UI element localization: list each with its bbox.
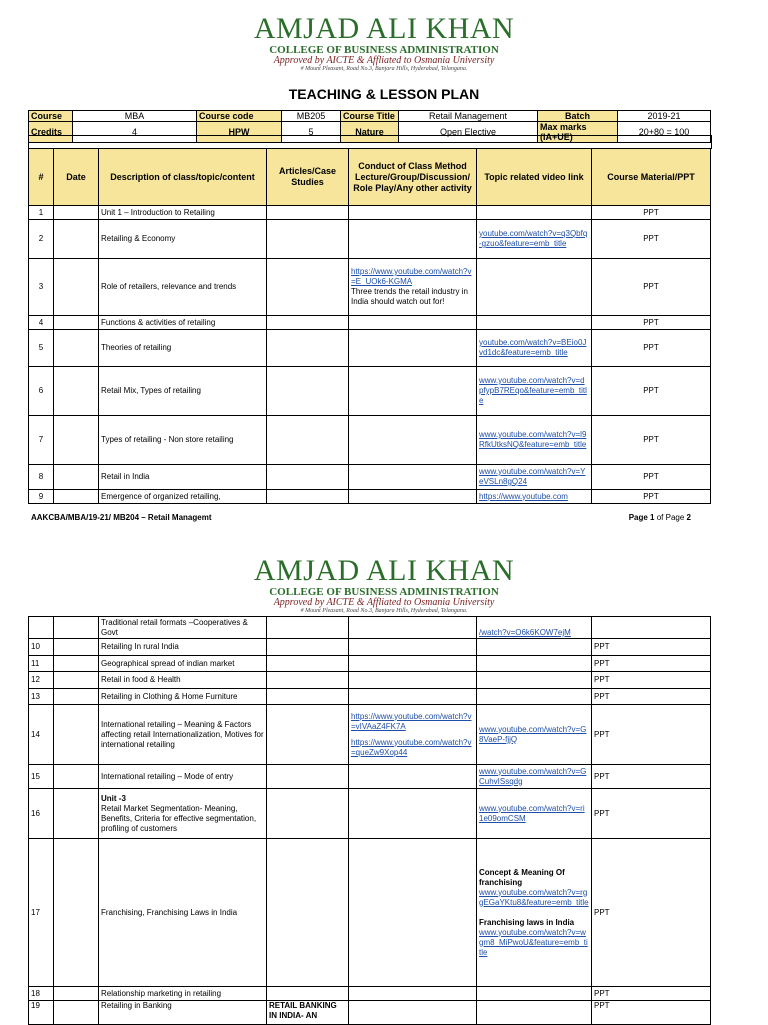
row-date xyxy=(54,839,99,987)
row-conduct xyxy=(349,656,477,672)
row-date xyxy=(54,617,99,639)
row-material: PPT xyxy=(592,789,711,839)
college-logo xyxy=(0,556,768,614)
table-row xyxy=(29,465,711,490)
row-desc: Role of retailers, relevance and trends xyxy=(99,259,267,316)
row-num: 1 xyxy=(29,206,54,220)
row-conduct xyxy=(349,206,477,220)
row-articles xyxy=(267,367,349,416)
college-logo xyxy=(0,14,768,72)
row-date xyxy=(54,987,99,1001)
row-num: 4 xyxy=(29,316,54,330)
row-date xyxy=(54,367,99,416)
course-code-label: Course code xyxy=(197,111,282,122)
nature-value: Open Elective xyxy=(399,122,538,143)
row-conduct xyxy=(349,789,477,839)
row-conduct xyxy=(349,689,477,705)
row-articles: RETAIL BANKING IN INDIA- AN xyxy=(267,1001,349,1025)
college-name: AMJAD ALI KHAN xyxy=(253,554,515,587)
row-num: 5 xyxy=(29,330,54,367)
table-row xyxy=(29,316,711,330)
row-desc: Emergence of organized retailing, xyxy=(99,490,267,504)
row-material: PPT xyxy=(592,465,711,490)
row-date xyxy=(54,705,99,765)
row-num: 19 xyxy=(29,1001,54,1025)
col-description: Description of class/topic/content xyxy=(99,149,267,206)
table-row xyxy=(29,367,711,416)
row-video-link[interactable] xyxy=(477,705,592,765)
table-row xyxy=(29,689,711,705)
conduct-link[interactable]: https://www.youtube.com/watch?v=E_UOk6-KGMA xyxy=(351,267,472,286)
row-desc: Unit 1 – Introduction to Retailing xyxy=(99,206,267,220)
row-date xyxy=(54,206,99,220)
row-num: 9 xyxy=(29,490,54,504)
video-link[interactable]: www.youtube.com/watch?v=l9RfkUtksNQ&feature=emb_title xyxy=(479,430,587,449)
video-link[interactable]: youtube.com/watch?v=q3Qbfq-gzuo&feature=emb_title xyxy=(479,229,588,248)
video-link[interactable]: /watch?v=O6k6KOW7ejM xyxy=(479,628,571,637)
table-row xyxy=(29,330,711,367)
row-material: PPT xyxy=(592,316,711,330)
table-spacer xyxy=(28,135,712,149)
row-num: 15 xyxy=(29,765,54,789)
row-video xyxy=(477,689,592,705)
conduct-text: Three trends the retail industry in India should watch out for! xyxy=(351,287,468,306)
video-link[interactable]: https://www.youtube.com xyxy=(479,491,568,501)
course-label: Course xyxy=(29,111,73,122)
row-date xyxy=(54,765,99,789)
row-video xyxy=(477,316,592,330)
row-desc: Traditional retail formats –Cooperatives & Govt xyxy=(99,617,267,639)
row-video-link[interactable] xyxy=(477,220,592,259)
table-row xyxy=(29,789,711,839)
table-row xyxy=(29,672,711,689)
row-video xyxy=(477,639,592,656)
row-date xyxy=(54,316,99,330)
col-num: # xyxy=(29,149,54,206)
row-date xyxy=(54,259,99,316)
row-video xyxy=(477,672,592,689)
lesson-plan-table-continued xyxy=(28,616,711,1025)
video-link[interactable]: www.youtube.com/watch?v=YeVSLn8gQ24 xyxy=(479,467,586,486)
row-video xyxy=(477,656,592,672)
row-date xyxy=(54,330,99,367)
college-approval: Approved by AICTE & Affliated to Osmania University xyxy=(273,597,495,608)
row-material: PPT xyxy=(592,259,711,316)
row-num: 6 xyxy=(29,367,54,416)
video-link[interactable]: www.youtube.com/watch?v=dpfypB7REqo&feature=emb_title xyxy=(479,376,587,405)
footer-page-number: Page 1 of Page 2 xyxy=(628,513,691,522)
video-link[interactable]: www.youtube.com/watch?v=G8VaeP-fjjQ xyxy=(479,724,587,744)
row-articles xyxy=(267,765,349,789)
college-subtitle: COLLEGE OF BUSINESS ADMINISTRATION xyxy=(269,586,499,598)
page-2 xyxy=(0,548,768,1024)
row-date xyxy=(54,220,99,259)
row-desc xyxy=(99,789,267,839)
credits-value: 4 xyxy=(73,122,197,143)
college-name: AMJAD ALI KHAN xyxy=(253,12,515,45)
row-conduct xyxy=(349,416,477,465)
row-date xyxy=(54,789,99,839)
table-row xyxy=(29,617,711,639)
row-articles xyxy=(267,789,349,839)
nature-label: Nature xyxy=(341,122,399,143)
table-row xyxy=(29,490,711,504)
row-conduct xyxy=(349,705,477,765)
row-articles xyxy=(267,465,349,490)
row-date xyxy=(54,490,99,504)
row-articles xyxy=(267,672,349,689)
row-conduct xyxy=(349,330,477,367)
video-link[interactable]: www.youtube.com/watch?v=ri1e09omCSM xyxy=(479,803,585,823)
row-video-link[interactable] xyxy=(477,490,592,504)
college-address: # Mount Pleasant, Road No.3, Banjara Hills, Hyderabad, Telangana. xyxy=(300,66,468,72)
row-articles xyxy=(267,490,349,504)
row-desc: Retail in India xyxy=(99,465,267,490)
row-video-link[interactable] xyxy=(477,765,592,789)
row-num: 8 xyxy=(29,465,54,490)
table-row xyxy=(29,639,711,656)
row-conduct xyxy=(349,839,477,987)
row-material: PPT xyxy=(592,220,711,259)
row-material: PPT xyxy=(592,987,711,1001)
row-material: PPT xyxy=(592,490,711,504)
college-subtitle: COLLEGE OF BUSINESS ADMINISTRATION xyxy=(269,44,499,56)
video-link[interactable]: youtube.com/watch?v=BEio0Jvd1dc&feature=emb_title xyxy=(479,338,587,357)
row-articles xyxy=(267,705,349,765)
course-code-value: MB205 xyxy=(282,111,341,122)
max-marks-value: 20+80 = 100 xyxy=(618,122,711,143)
row-material: PPT xyxy=(592,672,711,689)
lesson-plan-table xyxy=(28,148,711,504)
row-conduct xyxy=(349,639,477,656)
row-conduct xyxy=(349,259,477,316)
row-video-link[interactable] xyxy=(477,789,592,839)
row-num xyxy=(29,617,54,639)
row-date xyxy=(54,416,99,465)
row-material: PPT xyxy=(592,1001,711,1025)
row-conduct xyxy=(349,220,477,259)
row-video-link[interactable] xyxy=(477,617,592,639)
college-approval: Approved by AICTE & Affliated to Osmania University xyxy=(273,55,495,66)
row-articles xyxy=(267,617,349,639)
row-conduct xyxy=(349,490,477,504)
row-video-link[interactable] xyxy=(477,416,592,465)
row-conduct xyxy=(349,617,477,639)
table-row xyxy=(29,656,711,672)
video-heading-2: Franchising laws in India xyxy=(479,917,575,927)
col-video: Topic related video link xyxy=(477,149,592,206)
row-conduct xyxy=(349,316,477,330)
row-date xyxy=(54,465,99,490)
row-material: PPT xyxy=(592,639,711,656)
col-date: Date xyxy=(54,149,99,206)
table-row xyxy=(29,220,711,259)
row-desc: Retailing & Economy xyxy=(99,220,267,259)
row-conduct xyxy=(349,465,477,490)
row-material: PPT xyxy=(592,367,711,416)
table-row xyxy=(29,839,711,987)
row-num: 3 xyxy=(29,259,54,316)
table-row xyxy=(29,705,711,765)
row-num: 11 xyxy=(29,656,54,672)
table-row xyxy=(29,259,711,316)
row-material: PPT xyxy=(592,416,711,465)
row-video-link[interactable] xyxy=(477,465,592,490)
row-video xyxy=(477,206,592,220)
row-desc: Functions & activities of retailing xyxy=(99,316,267,330)
video-link[interactable]: www.youtube.com/watch?v=rggEGaYKtu8&feature=emb_title xyxy=(479,887,589,907)
row-desc: Retail in food & Health xyxy=(99,672,267,689)
row-num: 17 xyxy=(29,839,54,987)
row-num: 16 xyxy=(29,789,54,839)
row-date xyxy=(54,1001,99,1025)
row-conduct xyxy=(349,672,477,689)
row-articles xyxy=(267,639,349,656)
row-articles xyxy=(267,656,349,672)
row-conduct xyxy=(349,367,477,416)
row-material: PPT xyxy=(592,839,711,987)
batch-label: Batch xyxy=(538,111,618,122)
college-address: # Mount Pleasant, Road No.3, Banjara Hills, Hyderabad, Telangana. xyxy=(300,608,468,614)
row-video-link[interactable] xyxy=(477,839,592,987)
table-row xyxy=(29,206,711,220)
row-material: PPT xyxy=(592,330,711,367)
row-num: 10 xyxy=(29,639,54,656)
col-conduct: Conduct of Class Method Lecture/Group/Discussion/ Role Play/Any other activity xyxy=(349,149,477,206)
row-num: 14 xyxy=(29,705,54,765)
row-articles xyxy=(267,839,349,987)
row-desc: Types of retailing - Non store retailing xyxy=(99,416,267,465)
row-articles xyxy=(267,330,349,367)
row-desc: Franchising, Franchising Laws in India xyxy=(99,839,267,987)
unit-heading: Unit -3 xyxy=(101,793,126,803)
row-video-link[interactable] xyxy=(477,330,592,367)
row-num: 7 xyxy=(29,416,54,465)
row-num: 12 xyxy=(29,672,54,689)
row-articles xyxy=(267,316,349,330)
col-articles: Articles/Case Studies xyxy=(267,149,349,206)
row-desc: Geographical spread of indian market xyxy=(99,656,267,672)
row-desc: Retail Mix, Types of retailing xyxy=(99,367,267,416)
video-link[interactable]: www.youtube.com/watch?v=GCuhvISsqdg xyxy=(479,766,587,786)
row-desc: Retailing in Banking xyxy=(99,1001,267,1025)
row-date xyxy=(54,639,99,656)
row-date xyxy=(54,656,99,672)
row-desc: Retailing In rural India xyxy=(99,639,267,656)
row-desc: Retailing in Clothing & Home Furniture xyxy=(99,689,267,705)
page-title: TEACHING & LESSON PLAN xyxy=(288,86,480,102)
col-material: Course Material/PPT xyxy=(592,149,711,206)
course-title-value: Retail Management xyxy=(399,111,538,122)
row-desc: Relationship marketing in retailing xyxy=(99,987,267,1001)
row-material: PPT xyxy=(592,656,711,672)
course-value: MBA xyxy=(73,111,197,122)
row-articles xyxy=(267,206,349,220)
hpw-label: HPW xyxy=(197,122,282,143)
hpw-value: 5 xyxy=(282,122,341,143)
row-articles xyxy=(267,987,349,1001)
course-title-label: Course Title xyxy=(341,111,399,122)
row-desc: International retailing – Meaning & Factors affecting retail Internationalization, Motives for international retailing xyxy=(99,705,267,765)
row-material xyxy=(592,617,711,639)
row-desc: International retailing – Mode of entry xyxy=(99,765,267,789)
desc-text: Retail Market Segmentation- Meaning, Benefits, Criteria for effective segmentation, profiling of customers xyxy=(101,803,257,833)
row-conduct xyxy=(349,1001,477,1025)
row-material: PPT xyxy=(592,765,711,789)
credits-label: Credits xyxy=(29,122,73,143)
row-conduct xyxy=(349,987,477,1001)
conduct-link-2[interactable]: https://www.youtube.com/watch?v=queZw9Xop44 xyxy=(351,737,472,757)
row-num: 18 xyxy=(29,987,54,1001)
row-date xyxy=(54,689,99,705)
row-material: PPT xyxy=(592,705,711,765)
footer-doc-code: AAKCBA/MBA/19-21/ MB204 – Retail Managemt xyxy=(31,513,212,522)
table-row xyxy=(29,1001,711,1025)
batch-value: 2019-21 xyxy=(618,111,711,122)
row-material: PPT xyxy=(592,206,711,220)
row-desc: Theories of retailing xyxy=(99,330,267,367)
table-row xyxy=(29,987,711,1001)
conduct-link[interactable]: https://www.youtube.com/watch?v=vIVAaZ4FK7A xyxy=(351,711,472,731)
max-marks-label: Max marks (IA+UE) xyxy=(538,122,618,143)
table-row xyxy=(29,765,711,789)
row-video-link[interactable] xyxy=(477,367,592,416)
row-video xyxy=(477,259,592,316)
row-articles xyxy=(267,689,349,705)
row-articles xyxy=(267,259,349,316)
row-video xyxy=(477,1001,592,1025)
row-material: PPT xyxy=(592,689,711,705)
row-articles xyxy=(267,220,349,259)
video-heading: Concept & Meaning Of franchising xyxy=(479,867,565,887)
row-video xyxy=(477,987,592,1001)
row-num: 13 xyxy=(29,689,54,705)
row-conduct xyxy=(349,765,477,789)
row-date xyxy=(54,672,99,689)
table-row xyxy=(29,416,711,465)
row-articles xyxy=(267,416,349,465)
video-link-2[interactable]: www.youtube.com/watch?v=wgm8_MiPwoU&feature=emb_title xyxy=(479,927,588,957)
row-num: 2 xyxy=(29,220,54,259)
